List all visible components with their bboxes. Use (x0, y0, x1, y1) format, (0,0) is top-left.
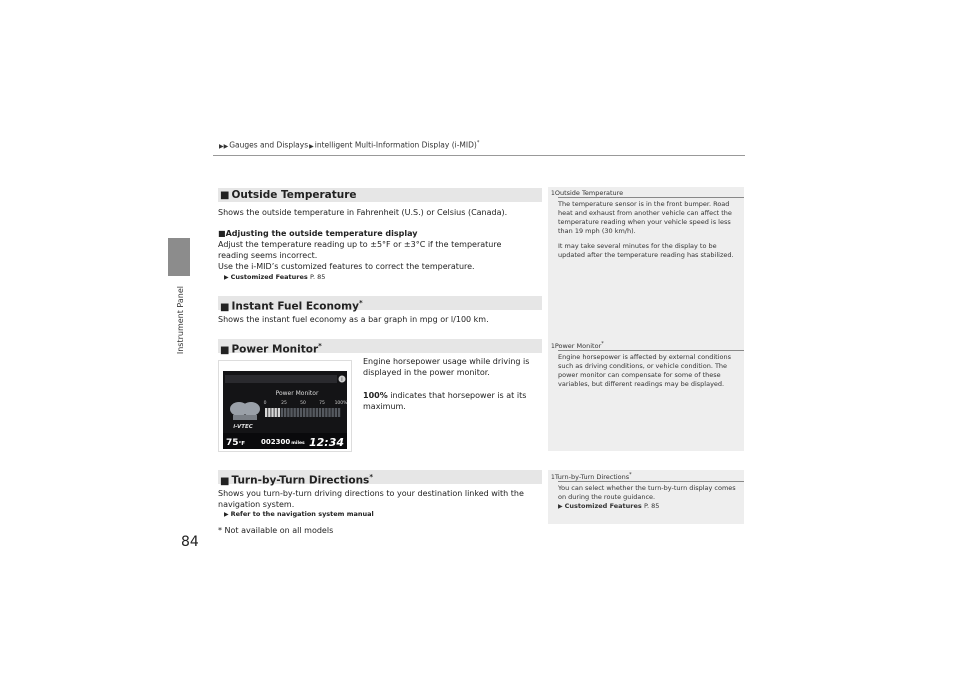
note-title-text: Outside Temperature (554, 189, 624, 197)
power-bar-segment (275, 408, 277, 417)
square-bullet-icon: ■ (220, 190, 230, 201)
not-available-star: * (369, 473, 373, 481)
scale-tick-label: 50 (300, 401, 306, 406)
percent-desc: indicates that horsepower is at its maximum. (363, 391, 527, 411)
note-p1: The temperature sensor is in the front bumper. Road heat and exhaust from another vehicle can affect the temperature reading when your vehicle speed is less than 19 mph (30 km/h). (558, 200, 732, 235)
section-title: Power Monitor (231, 343, 319, 356)
power-bar-segment (268, 408, 270, 417)
section-title: Outside Temperature (231, 189, 357, 201)
note-icon: 1 (551, 343, 555, 351)
power-bar-segment (338, 408, 340, 417)
note-title (548, 339, 744, 350)
not-available-star: * (629, 472, 632, 478)
ref-label: Refer to the navigation system manual (230, 510, 374, 518)
power-bar-segment (271, 408, 273, 417)
note-turn-by-turn (548, 470, 744, 524)
display-title: Power Monitor (275, 390, 319, 397)
footnote: * Not available on all models (218, 526, 334, 535)
power-bar-segment (278, 408, 280, 417)
power-monitor-body-2 (363, 391, 533, 412)
turn-by-turn-body: Shows you turn-by-turn driving directions to your destination linked with the navigation system. (218, 489, 524, 509)
square-bullet-icon: ■ (220, 475, 230, 487)
subheading-text: Adjusting the outside temperature display (225, 229, 418, 238)
section-heading-power-monitor (218, 339, 542, 356)
navigation-manual-link[interactable] (224, 510, 374, 518)
reference-arrow-icon: ▶ (558, 503, 563, 511)
power-bar-segment (281, 408, 283, 417)
power-bar-segment (332, 408, 334, 417)
outside-temp-sub-body-1: Adjust the temperature reading up to ±5°F or ±3°C if the temperature reading seems incorrect. (218, 240, 502, 260)
not-available-star: * (358, 299, 363, 307)
power-bar-segment (319, 408, 321, 417)
power-bar-segment (328, 408, 330, 417)
scale-tick-label: 25 (281, 401, 287, 406)
scale-tick-label: 100% (334, 401, 347, 406)
power-bar-segment (284, 408, 286, 417)
customized-features-link[interactable] (224, 273, 325, 281)
ref-label: Customized Features (564, 502, 642, 511)
engine-icon (230, 402, 260, 420)
power-monitor-body-1: Engine horsepower usage while driving is displayed in the power monitor. (363, 357, 530, 377)
power-bar-segment (335, 408, 337, 417)
ref-page: P. 85 (644, 502, 660, 511)
clock-readout: 12:34 (308, 436, 344, 449)
ref-label: Customized Features (230, 273, 308, 281)
breadcrumb-part-2[interactable]: intelligent Multi-Information Display (i-MID) (314, 140, 477, 150)
note-title-text: Power Monitor (554, 342, 602, 351)
note-icon: 1 (551, 190, 555, 197)
not-available-star: * (318, 342, 322, 350)
power-bar-segment (322, 408, 324, 417)
sidebar-tab (168, 238, 190, 276)
power-bar-segment (294, 408, 296, 417)
note-customized-features-link[interactable] (548, 502, 744, 511)
note-p1: Engine horsepower is affected by external conditions such as driving conditions, or vehicle condition. The power monitor can compensate for some of these variables, but different readings may be displayed. (558, 353, 731, 389)
power-bar-segment (290, 408, 292, 417)
note-p2: It may take several minutes for the display to be updated after the temperature reading has stabilized. (558, 242, 734, 259)
note-outside-temperature (548, 187, 744, 343)
sidebar-label: Instrument Panel (176, 286, 185, 355)
reference-arrow-icon: ▶ (224, 274, 229, 281)
outside-temp-sub-body-2: Use the i-MID’s customized features to correct the temperature. (218, 262, 475, 271)
percent-value: 100% (363, 391, 388, 400)
square-bullet-icon: ■ (218, 229, 226, 238)
power-bar-segment (287, 408, 289, 417)
power-bar-segment (309, 408, 311, 417)
ivtec-logo: i-VTEC (233, 424, 253, 430)
note-p1: You can select whether the turn-by-turn display comes on during the route guidance. (558, 484, 736, 502)
power-monitor-illustration (218, 360, 352, 452)
power-bar-segment (297, 408, 299, 417)
power-bar-segment (316, 408, 318, 417)
power-bar-segment (325, 408, 327, 417)
temperature-readout: 75°F (226, 438, 246, 448)
breadcrumb (218, 140, 479, 150)
outside-temp-body: Shows the outside temperature in Fahrenheit (U.S.) or Celsius (Canada). (218, 208, 508, 217)
header-rule (213, 155, 745, 156)
note-title-text: Turn-by-Turn Directions (554, 473, 630, 482)
display-graphic (223, 371, 347, 449)
power-bar-segment (300, 408, 302, 417)
note-power-monitor (548, 339, 744, 451)
note-title (548, 470, 744, 481)
instant-fuel-body: Shows the instant fuel economy as a bar graph in mpg or l/100 km. (218, 315, 489, 324)
ref-page: P. 85 (310, 273, 326, 281)
power-bar-segment (303, 408, 305, 417)
section-title: Instant Fuel Economy (231, 300, 359, 313)
section-title: Turn-by-Turn Directions (231, 474, 370, 487)
square-bullet-icon: ■ (220, 301, 230, 313)
power-bar-segment (265, 408, 267, 417)
breadcrumb-star: * (476, 140, 480, 146)
power-bar-segment (313, 408, 315, 417)
outside-temp-subheading (218, 229, 548, 240)
note-title (548, 187, 744, 197)
page-number: 84 (181, 534, 199, 550)
breadcrumb-arrow-icon: ▶ (309, 142, 314, 150)
square-bullet-icon: ■ (220, 344, 230, 356)
scale-tick-label: 75 (319, 401, 325, 406)
power-bar-segment (306, 408, 308, 417)
section-heading-instant-fuel-economy (218, 296, 542, 313)
breadcrumb-part-1[interactable]: Gauges and Displays (229, 140, 309, 150)
odometer-readout: 002300miles (261, 438, 305, 446)
reference-arrow-icon: ▶ (224, 511, 229, 518)
breadcrumb-arrow-icon: ▶▶ (219, 142, 229, 150)
section-heading-turn-by-turn (218, 470, 542, 487)
i-mid-display (223, 371, 347, 449)
svg-text:i: i (341, 377, 343, 383)
not-available-star: * (601, 341, 604, 347)
section-heading-outside-temperature (218, 188, 542, 202)
note-icon: 1 (551, 474, 555, 482)
scale-tick-label: 0 (263, 401, 267, 406)
